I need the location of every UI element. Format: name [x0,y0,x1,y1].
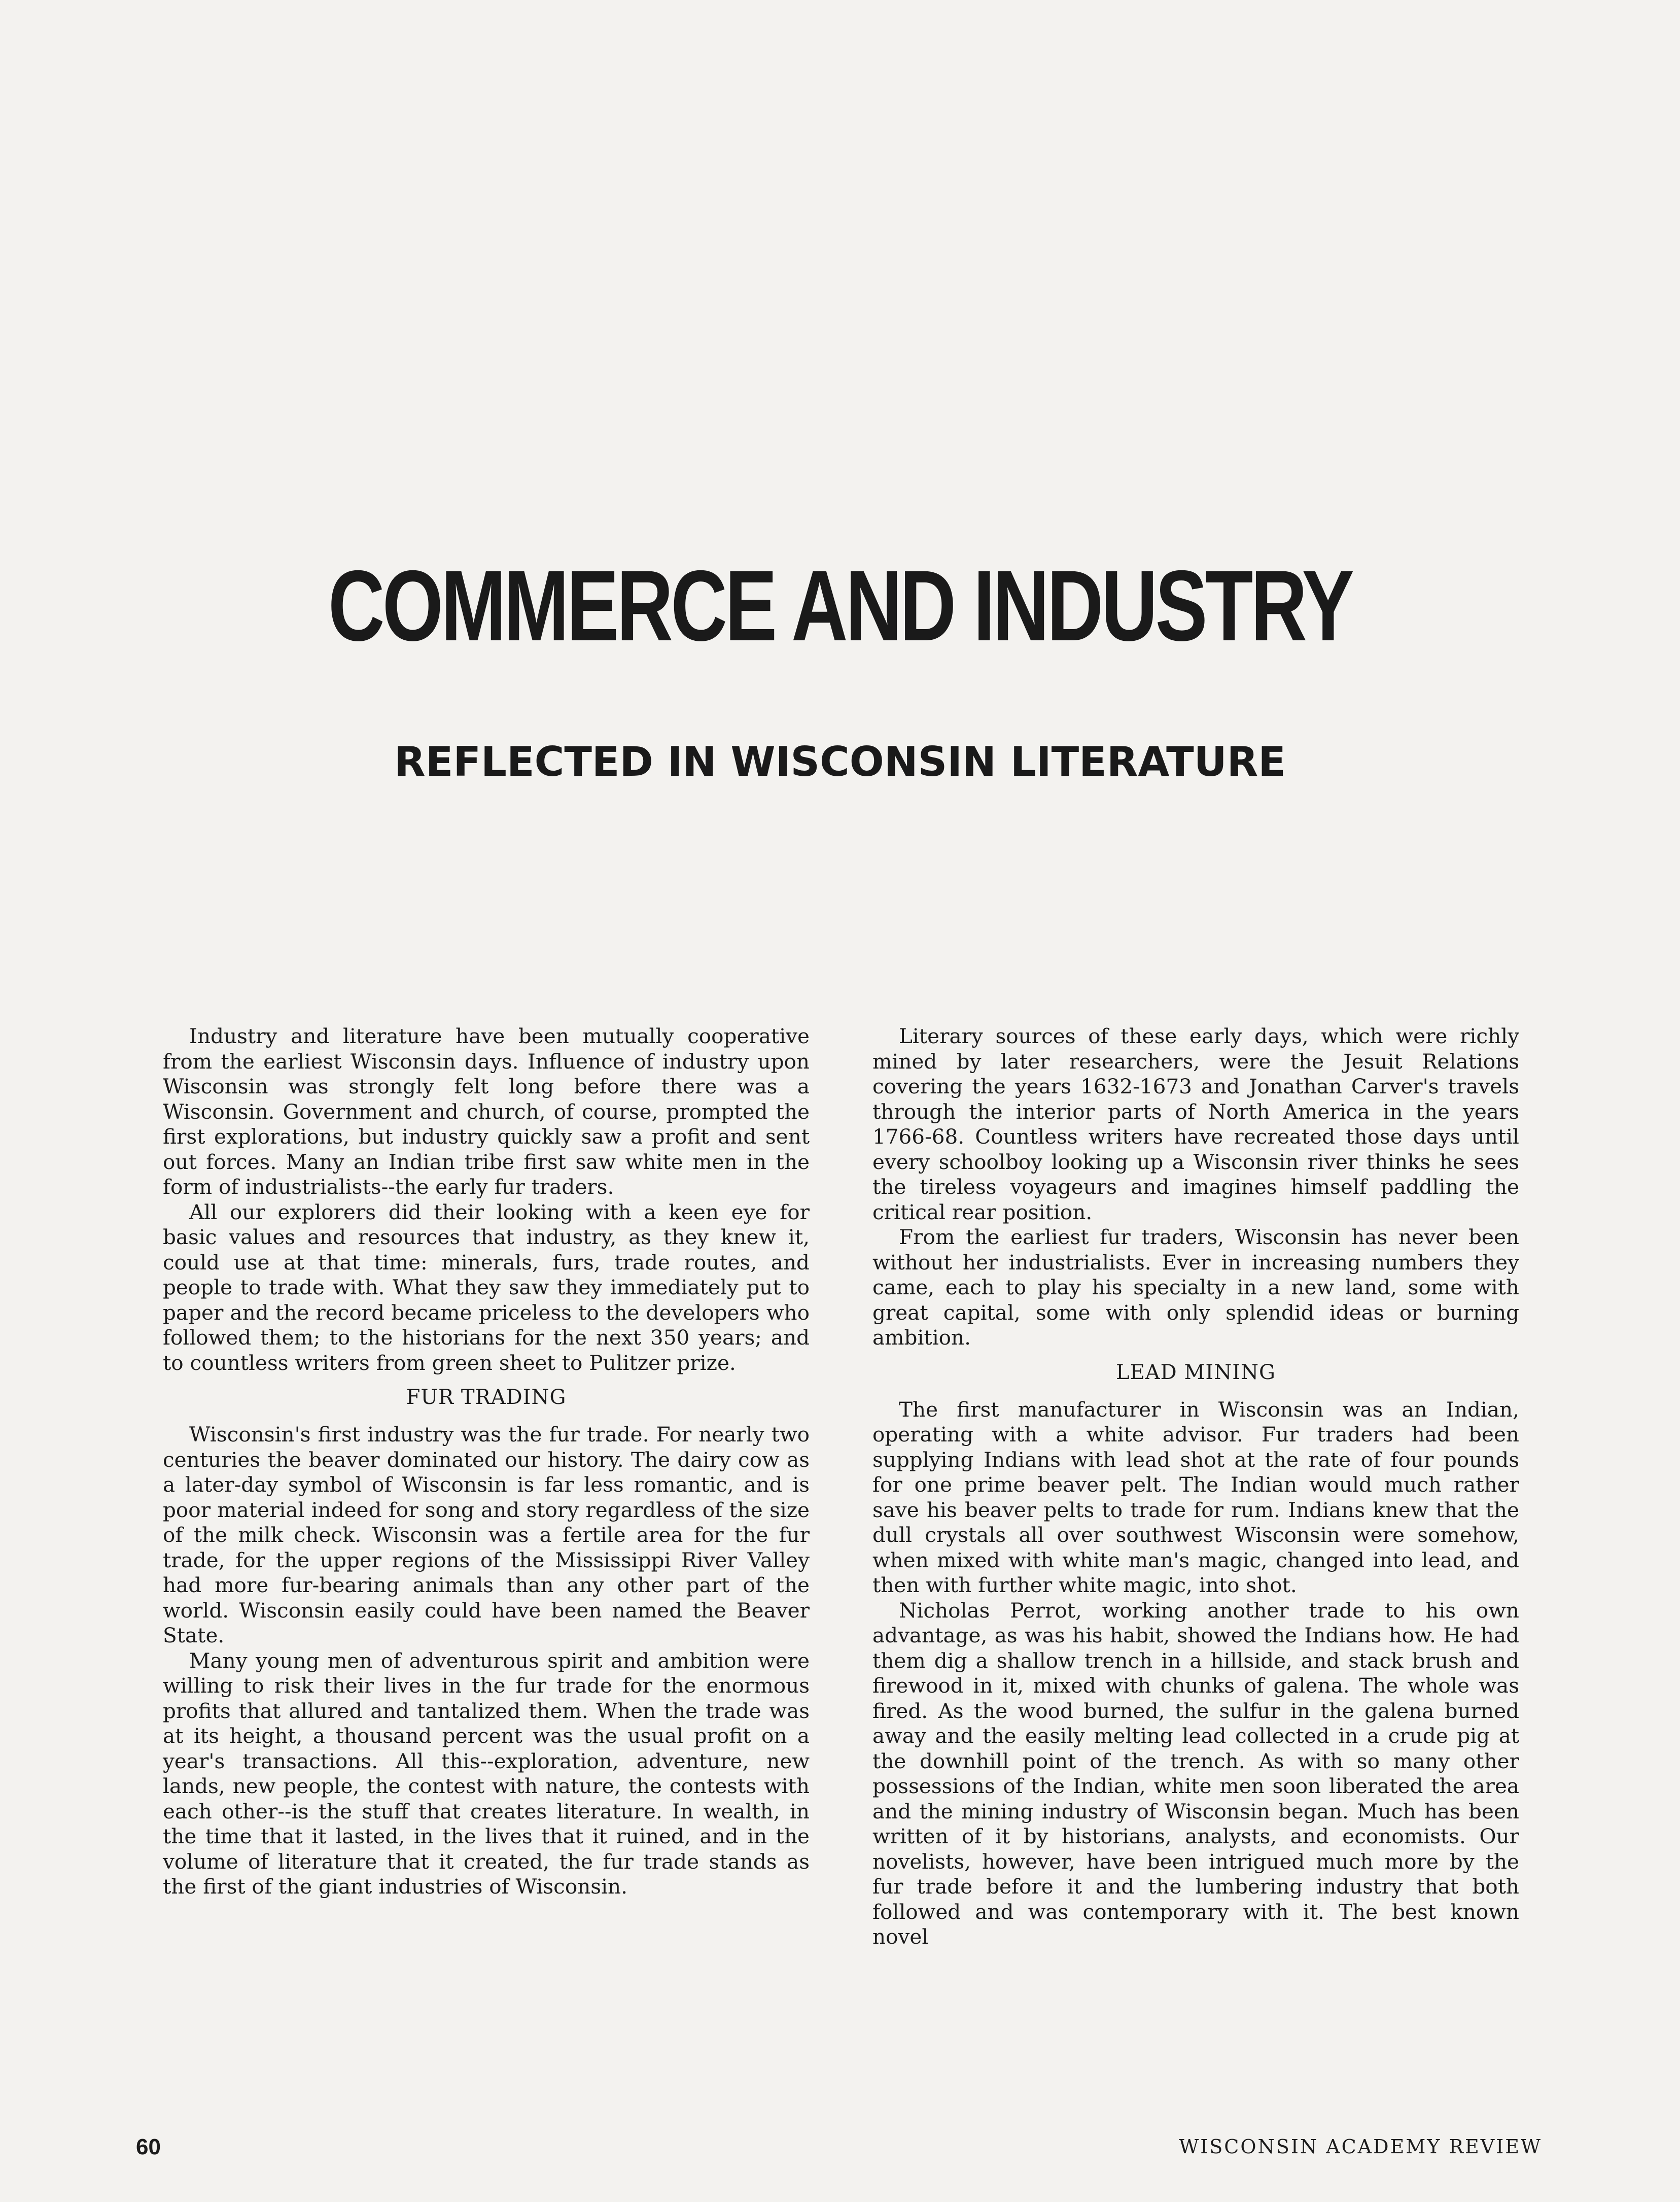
paragraph: Industry and literature have been mutually cooperative from the earliest Wisconsin days. Influence of industry upon Wisconsin was strongly felt long before there was a Wisconsin. Government and church, of course, prompted the first explorations, but industry quickly saw a profit and sent out forces. Many an Indian tribe first saw white men in the form of industrialists--the early fur traders. [163,1024,810,1199]
article-title: COMMERCE AND INDUSTRY [328,549,1352,662]
paragraph: Nicholas Perrot, working another trade to his own advantage, as was his habit, showed the Indians how. He had them dig a shallow trench in a hillside, and stack brush and firewood in it, mixed with chunks of galena. The whole was fired. As the wood burned, the sulfur in the galena burned away and the easily melting lead collected in a crude pig at the downhill point of the trench. As with so many other possessions of the Indian, white men soon liberated the area and the mining industry of Wisconsin began. Much has been written of it by historians, analysts, and economists. Our novelists, however, have been intrigued much more by the fur trade before it and the lumbering industry that both followed and was contemporary with it. The best known novel [872,1598,1519,1949]
right-column [872,1024,1519,1950]
paragraph: All our explorers did their looking with a keen eye for basic values and resources that industry, as they knew it, could use at that time: minerals, furs, trade routes, and people to trade with. What they saw they immediately put to paper and the record became priceless to the developers who followed them; to the historians for the next 350 years; and to countless writers from green sheet to Pulitzer prize. [163,1199,810,1375]
paragraph: The first manufacturer in Wisconsin was an Indian, operating with a white advisor. Fur traders had been supplying Indians with lead shot at the rate of four pounds for one prime beaver pelt. The Indian would much rather save his beaver pelts to trade for rum. Indians knew that the dull crystals all over southwest Wisconsin were somehow, when mixed with white man's magic, changed into lead, and then with further white magic, into shot. [872,1397,1519,1597]
left-column [163,1024,810,1900]
paragraph: Wisconsin's first industry was the fur trade. For nearly two centuries the beaver dominated our history. The dairy cow as a later-day symbol of Wisconsin is far less romantic, and is poor material indeed for song and story regardless of the size of the milk check. Wisconsin was a fertile area for the fur trade, for the upper regions of the Mississippi River Valley had more fur-bearing animals than any other part of the world. Wisconsin easily could have been named the Beaver State. [163,1422,810,1647]
paragraph: From the earliest fur traders, Wisconsin has never been without her industrialists. Ever in increasing numbers they came, each to play his specialty in a new land, some with great capital, some with only splendid ideas or burning ambition. [872,1225,1519,1350]
section-heading-lead-mining: LEAD MINING [1116,1360,1276,1384]
page-number: 60 [136,2135,161,2159]
section-heading-fur-trading: FUR TRADING [406,1386,567,1409]
paragraph: Many young men of adventurous spirit and ambition were willing to risk their lives in the fur trade for the enormous profits that allured and tantalized them. When the trade was at its height, a thousand percent was the usual profit on a year's transactions. All this--exploration, adventure, new lands, new people, the contest with nature, the contests with each other--is the stuff that creates literature. In wealth, in the time that it lasted, in the lives that it ruined, and in the volume of literature that it created, the fur trade stands as the first of the giant industries of Wisconsin. [163,1648,810,1899]
paragraph: Literary sources of these early days, which were richly mined by later researchers, were the Jesuit Relations covering the years 1632-1673 and Jonathan Carver's travels through the interior parts of North America in the years 1766-68. Countless writers have recreated those days until every schoolboy looking up a Wisconsin river thinks he sees the tireless voyageurs and imagines himself paddling the critical rear position. [872,1024,1519,1224]
article-subtitle: REFLECTED IN WISCONSIN LITERATURE [394,738,1286,785]
journal-name: WISCONSIN ACADEMY REVIEW [1179,2136,1542,2158]
